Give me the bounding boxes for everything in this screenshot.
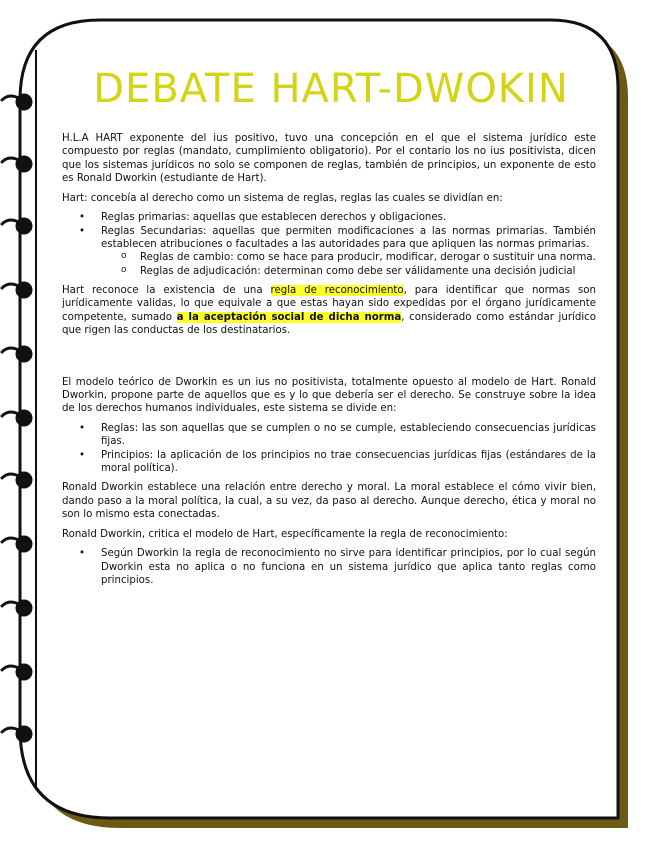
sub-list-item: o Reglas de adjudicación: determinan como debe ser válidamente una decisión judicial <box>62 265 596 278</box>
hart-rules-list <box>62 211 596 277</box>
paragraph-dworkin-model: El modelo teórico de Dworkin es un ius no positivista, totalmente opuesto al modelo de Hart. Ronald Dworkin, propone parte de aquellos que es y lo que debería ser el derecho. Se construye sobre la idea de los derechos humanos individuales, este sistema se divide en: <box>62 376 596 415</box>
paragraph-hart-rules: Hart: concebía al derecho como un sistema de reglas, reglas las cuales se dividían en: <box>62 192 503 204</box>
list-item: • Principios: la aplicación de los principios no trae consecuencias jurídicas fijas (estándares de la moral política). <box>62 449 596 476</box>
paragraph-law-morality: Ronald Dworkin establece una relación entre derecho y moral. La moral establece el cómo vivir bien, dando paso a la moral política, la cual, a su vez, da paso al derecho. Aunque derecho, ética y moral no son lo mismo esta conectadas. <box>62 482 596 520</box>
highlight-social-acceptance: a la aceptación social de dicha norma <box>176 311 402 323</box>
text-run: Hart reconoce la existencia de una <box>62 284 271 296</box>
paragraph-critique: Ronald Dworkin, critica el modelo de Hart, específicamente la regla de reconocimiento: <box>62 528 508 540</box>
paragraph-intro: H.L.A HART exponente del ius positivo, tuvo una concepción en el que el sistema jurídico este compuesto por reglas (mandato, cumplimiento obligatorio). Por el contario los no ius positivista, dicen que los sistemas jurídicos no solo se componen de reglas, también de principios, un exponente de esto es Ronald Dworkin (estudiante de Hart). <box>62 133 596 184</box>
text-run: , considerado como estándar jurídico que rigen las conductas de los destinatarios. <box>62 311 596 336</box>
spacer <box>62 344 596 376</box>
paragraph-recognition <box>62 284 596 337</box>
list-item: • Reglas primarias: aquellas que establecen derechos y obligaciones. <box>62 211 596 224</box>
sub-list-item: o Reglas de cambio: como se hace para producir, modificar, derogar o sustituir una norma. <box>62 251 596 264</box>
dworkin-system-list <box>62 422 596 475</box>
list-item: • Reglas: las son aquellas que se cumplen o no se cumple, estableciendo consecuencias jurídicas fijas. <box>62 422 596 449</box>
critique-list <box>62 547 596 587</box>
list-item: • Reglas Secundarias: aquellas que permiten modificaciones a las normas primarias. También establecen atribuciones o facultades a las autoridades para que apliquen las normas primarias. <box>62 225 596 252</box>
list-item: • Según Dworkin la regla de reconocimiento no sirve para identificar principios, por lo cual según Dworkin esta no aplica o no funciona en un sistema jurídico que aplica tanto reglas como principios. <box>62 547 596 587</box>
page-title: DEBATE HART-DWOKIN <box>93 66 569 112</box>
text-run: , para identificar que normas son jurídicamente validas, lo que equivale a que estas hayan sido expedidas por el órgano jurídicamente competente, sumado <box>62 284 596 323</box>
highlight-rule-of-recognition: regla de reconocimiento <box>270 284 404 296</box>
document-body <box>62 132 596 593</box>
